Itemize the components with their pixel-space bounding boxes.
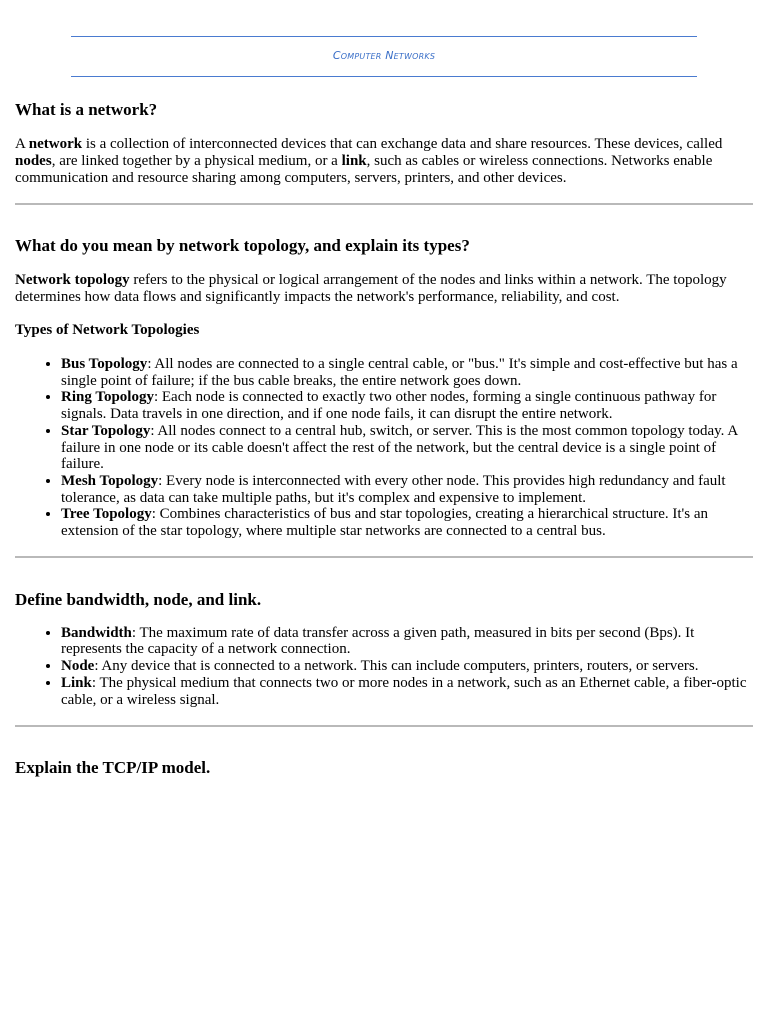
list-item <box>61 506 753 539</box>
list-item-term: Bus Topology <box>61 356 148 372</box>
list-item-term: Ring Topology <box>61 389 154 406</box>
running-header <box>71 36 697 77</box>
list-item <box>61 389 753 422</box>
text-run: , are linked together by a physical medium, or a <box>51 153 342 169</box>
section-heading: What do you mean by network topology, and explain its types? <box>15 236 470 255</box>
definitions-list <box>15 625 753 709</box>
header-title: Computer Networks <box>332 49 436 62</box>
list-item <box>61 625 753 658</box>
list-item-term: Tree Topology <box>61 506 152 523</box>
list-item-text: : All nodes connect to a central hub, switch, or server. This is the most common topology today. A failure in one node or its cable doesn't affect the rest of the network, but the central device is a single point of failure. <box>61 422 738 473</box>
bold-term: Network topology <box>15 272 130 288</box>
topology-list <box>15 356 753 540</box>
list-item-term: Star Topology <box>61 422 151 439</box>
subheading-topology-types: Types of Network Topologies <box>15 322 200 338</box>
text-run: is a collection of interconnected devices that can exchange data and share resources. These devices, called <box>82 136 723 152</box>
text-run: refers to the physical or logical arrangement of the nodes and links within a network. The topology determines how data flows and significantly impacts the network's performance, reliability, and cost. <box>15 272 727 305</box>
section-divider <box>15 725 753 727</box>
section-divider <box>15 556 753 558</box>
text-run: , such as cables or wireless connections. Networks enable communication and resource sharing among computers, servers, printers, and other devices. <box>15 153 713 186</box>
bold-term: nodes <box>15 153 52 169</box>
list-item <box>61 473 753 506</box>
list-item-term: Link <box>61 674 92 691</box>
list-item-text: : The physical medium that connects two or more nodes in a network, such as an Ethernet cable, a fiber-optic cable, or a wireless signal. <box>61 674 747 708</box>
list-item-text: : Every node is interconnected with every other node. This provides high redundancy and fault tolerance, as data can take multiple paths, but it's complex and expensive to implement. <box>61 472 726 506</box>
text-run: A <box>15 136 29 152</box>
bold-term: network <box>28 136 83 152</box>
document-body <box>15 100 753 778</box>
section-paragraph <box>15 136 753 187</box>
section-divider <box>15 203 753 205</box>
list-item-text: : Each node is connected to exactly two other nodes, forming a single continuous pathway for signals. Data travels in one direction, and if one node fails, it can disrupt the entire network. <box>61 389 717 423</box>
section-what-is-network <box>15 100 753 187</box>
list-item-term: Node <box>61 658 95 675</box>
section-heading: Define bandwidth, node, and link. <box>15 589 262 609</box>
list-item <box>61 658 753 675</box>
section-heading: What is a network? <box>15 100 158 119</box>
section-network-topology <box>15 236 753 540</box>
list-item-term: Bandwidth <box>61 624 132 641</box>
list-item <box>61 675 753 708</box>
list-item <box>61 423 753 473</box>
list-item-text: : The maximum rate of data transfer across a given path, measured in bits per second (Bps). It represents the capacity of a network connection. <box>61 624 695 658</box>
list-item-text: : Any device that is connected to a network. This can include computers, printers, routers, or servers. <box>94 658 699 675</box>
section-tcp-ip-model <box>15 758 753 778</box>
list-item-text: : All nodes are connected to a single central cable, or "bus." It's simple and cost-effective but has a single point of failure; if the bus cable breaks, the entire network goes down. <box>61 356 738 389</box>
section-bandwidth-node-link <box>15 590 753 709</box>
section-paragraph <box>15 272 753 306</box>
list-item-text: : Combines characteristics of bus and star topologies, creating a hierarchical structure. It's an extension of the star topology, where multiple star networks are connected to a central bus. <box>61 506 708 540</box>
section-heading: Explain the TCP/IP model. <box>15 758 211 778</box>
list-item-term: Mesh Topology <box>61 472 159 489</box>
list-item <box>61 356 753 389</box>
bold-term: link <box>341 153 367 169</box>
